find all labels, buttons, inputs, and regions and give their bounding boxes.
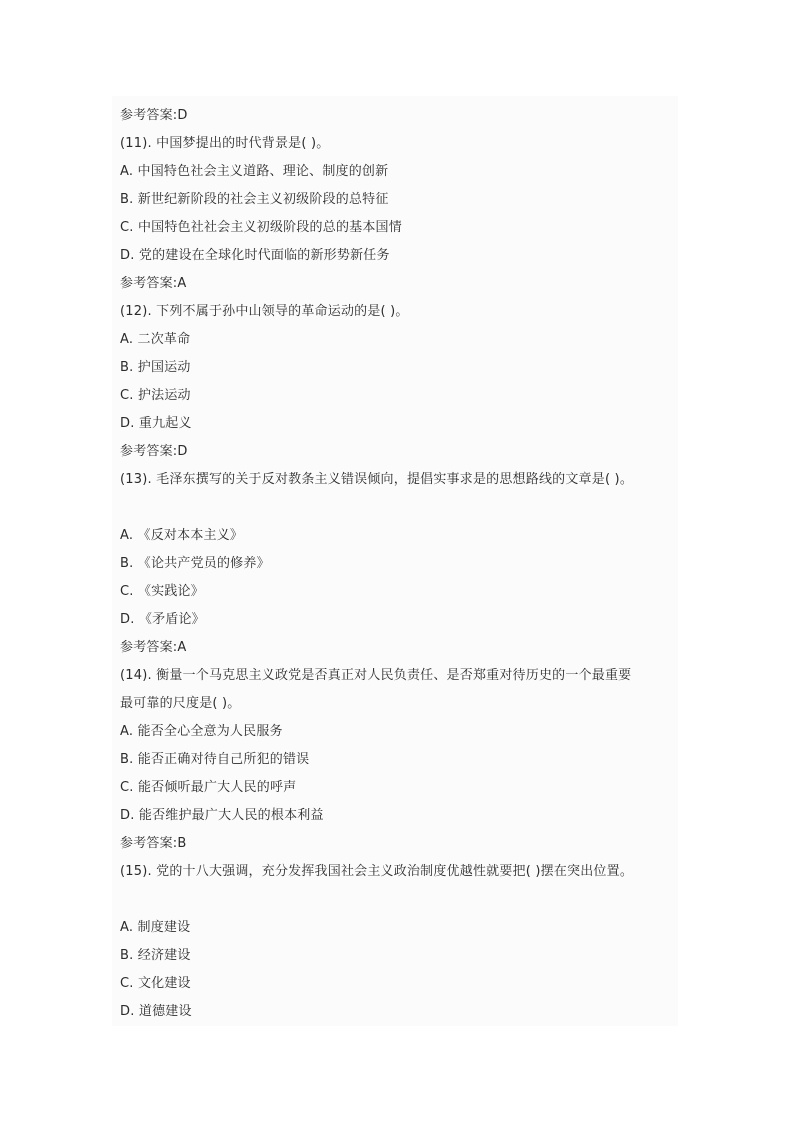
question-12-option-a: A. 二次革命: [120, 332, 191, 347]
answer-key-12: 参考答案:D: [120, 444, 188, 459]
answer-key-10: 参考答案:D: [120, 108, 188, 123]
answer-key-14: 参考答案:B: [120, 836, 187, 851]
question-13-option-d: D. 《矛盾论》: [120, 612, 205, 627]
question-13-option-a: A. 《反对本本主义》: [120, 528, 244, 543]
answer-key-11: 参考答案:A: [120, 276, 187, 291]
question-14: (14). 衡量一个马克思主义政党是否真正对人民负责任、是否郑重对待历史的一个最重要: [120, 668, 632, 683]
question-15-option-b: B. 经济建设: [120, 948, 191, 963]
question-11: (11). 中国梦提出的时代背景是( )。: [120, 136, 330, 151]
question-11-option-b: B. 新世纪新阶段的社会主义初级阶段的总特征: [120, 192, 389, 207]
question-12-option-c: C. 护法运动: [120, 388, 191, 403]
question-12-option-b: B. 护国运动: [120, 360, 191, 375]
question-11-option-c: C. 中国特色社社会主义初级阶段的总的基本国情: [120, 220, 402, 235]
question-14-option-c: C. 能否倾听最广大人民的呼声: [120, 780, 297, 795]
question-15-option-d: D. 道德建设: [120, 1004, 192, 1019]
question-14-option-a: A. 能否全心全意为人民服务: [120, 724, 283, 739]
question-13-option-b: B. 《论共产党员的修养》: [120, 556, 270, 571]
question-14-option-d: D. 能否维护最广大人民的根本利益: [120, 808, 324, 823]
question-13: (13). 毛泽东撰写的关于反对教条主义错误倾向，提倡实事求是的思想路线的文章是( )。: [120, 472, 634, 487]
question-11-option-d: D. 党的建设在全球化时代面临的新形势新任务: [120, 248, 390, 263]
question-15-option-c: C. 文化建设: [120, 976, 191, 991]
question-13-option-c: C. 《实践论》: [120, 584, 204, 599]
question-15-option-a: A. 制度建设: [120, 920, 191, 935]
question-14-option-b: B. 能否正确对待自己所犯的错误: [120, 752, 310, 767]
question-14-continued: 最可靠的尺度是( )。: [120, 696, 241, 711]
question-11-option-a: A. 中国特色社会主义道路、理论、制度的创新: [120, 164, 389, 179]
question-12: (12). 下列不属于孙中山领导的革命运动的是( )。: [120, 304, 409, 319]
question-12-option-d: D. 重九起义: [120, 416, 192, 431]
answer-key-13: 参考答案:A: [120, 640, 187, 655]
question-15: (15). 党的十八大强调，充分发挥我国社会主义政治制度优越性就要把( )摆在突出位置。: [120, 864, 634, 879]
